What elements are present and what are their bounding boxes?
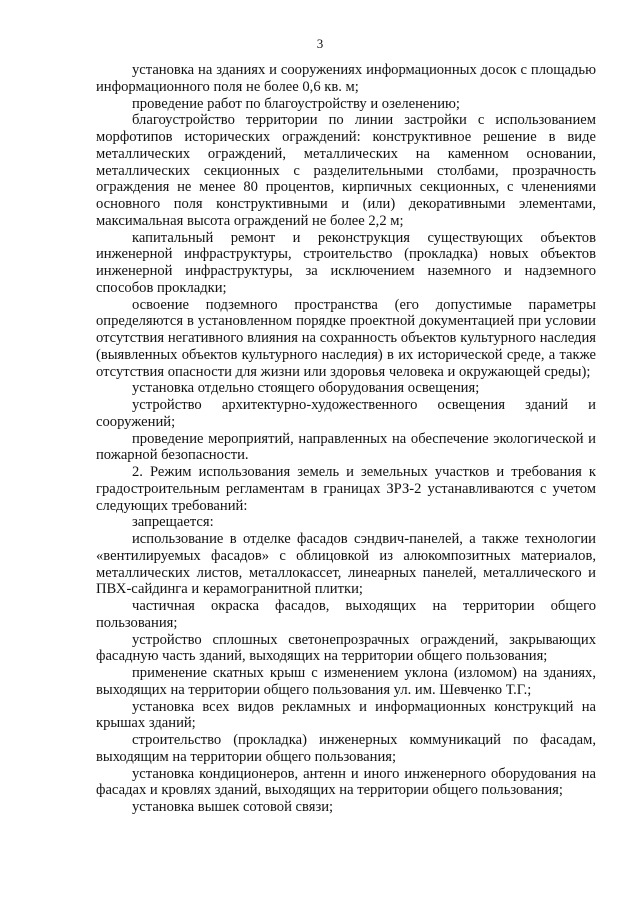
paragraph: устройство сплошных светонепрозрачных ограждений, закрывающих фасадную часть зданий, выходящих на территории общего пользования; (96, 631, 596, 665)
paragraph: установка всех видов рекламных и информационных конструкций на крышах зданий; (96, 698, 596, 732)
paragraph: капитальный ремонт и реконструкция существующих объектов инженерной инфраструктуры, строительство (прокладка) новых объектов инженерной инфраструктуры, за исключением наземного и надземного способов прокладки; (96, 229, 596, 296)
section-heading-paragraph: 2. Режим использования земель и земельных участков и требования к градостроительным регламентам в границах ЗРЗ-2 устанавливаются с учетом следующих требований: (96, 464, 596, 514)
paragraph: освоение подземного пространства (его допустимые параметры определяются в установленном порядке проектной документацией при условии отсутствия негативного влияния на сохранность объектов культурного наследия (выявленных объектов культурного наследия) в их исторической среде, а также отсутствия опасности для жизни или здоровья человека и окружающей среды); (96, 296, 596, 380)
paragraph: проведение мероприятий, направленных на обеспечение экологической и пожарной безопасности. (96, 430, 596, 464)
paragraph: проведение работ по благоустройству и озеленению; (132, 95, 460, 112)
page-number: 3 (316, 36, 324, 51)
paragraph: частичная окраска фасадов, выходящих на территории общего пользования; (96, 598, 596, 631)
paragraph: строительство (прокладка) инженерных коммуникаций по фасадам, выходящим на территории общего пользования; (96, 732, 596, 765)
paragraph: установка отдельно стоящего оборудования освещения; (132, 380, 480, 397)
paragraph: использование в отделке фасадов сэндвич-панелей, а также технологии «вентилируемых фасадов» с облицовкой из алюкомпозитных материалов, металлических листов, металлокассет, линеарных панелей, металлического и ПВХ-сайдинга и керамогранитной плитки; (96, 531, 596, 598)
paragraph: установка кондиционеров, антенн и иного инженерного оборудования на фасадах и кровлях зданий, выходящих на территории общего пользования; (96, 765, 596, 799)
document-body (96, 62, 596, 816)
paragraph: установка на зданиях и сооружениях информационных досок с площадью информационного поля не более 0,6 кв. м; (96, 62, 596, 95)
paragraph: устройство архитектурно-художественного освещения зданий и сооружений; (96, 397, 596, 430)
paragraph: благоустройство территории по линии застройки с использованием морфотипов исторических ограждений: конструктивное решение в виде металлических ограждений, металлических на каменном основании, металлических секционных с разделительными столбами, прозрачность ограждения не менее 80 процентов, кирпичных секционных, с членениями основного поля конструктивными и (или) декоративными элементами, максимальная высота ограждений не более 2,2 м; (96, 112, 596, 229)
paragraph: применение скатных крыш с изменением уклона (изломом) на зданиях, выходящих на территории общего пользования ул. им. Шевченко Т.Г.; (96, 665, 596, 698)
paragraph: запрещается: (132, 514, 214, 531)
paragraph: установка вышек сотовой связи; (132, 799, 334, 815)
